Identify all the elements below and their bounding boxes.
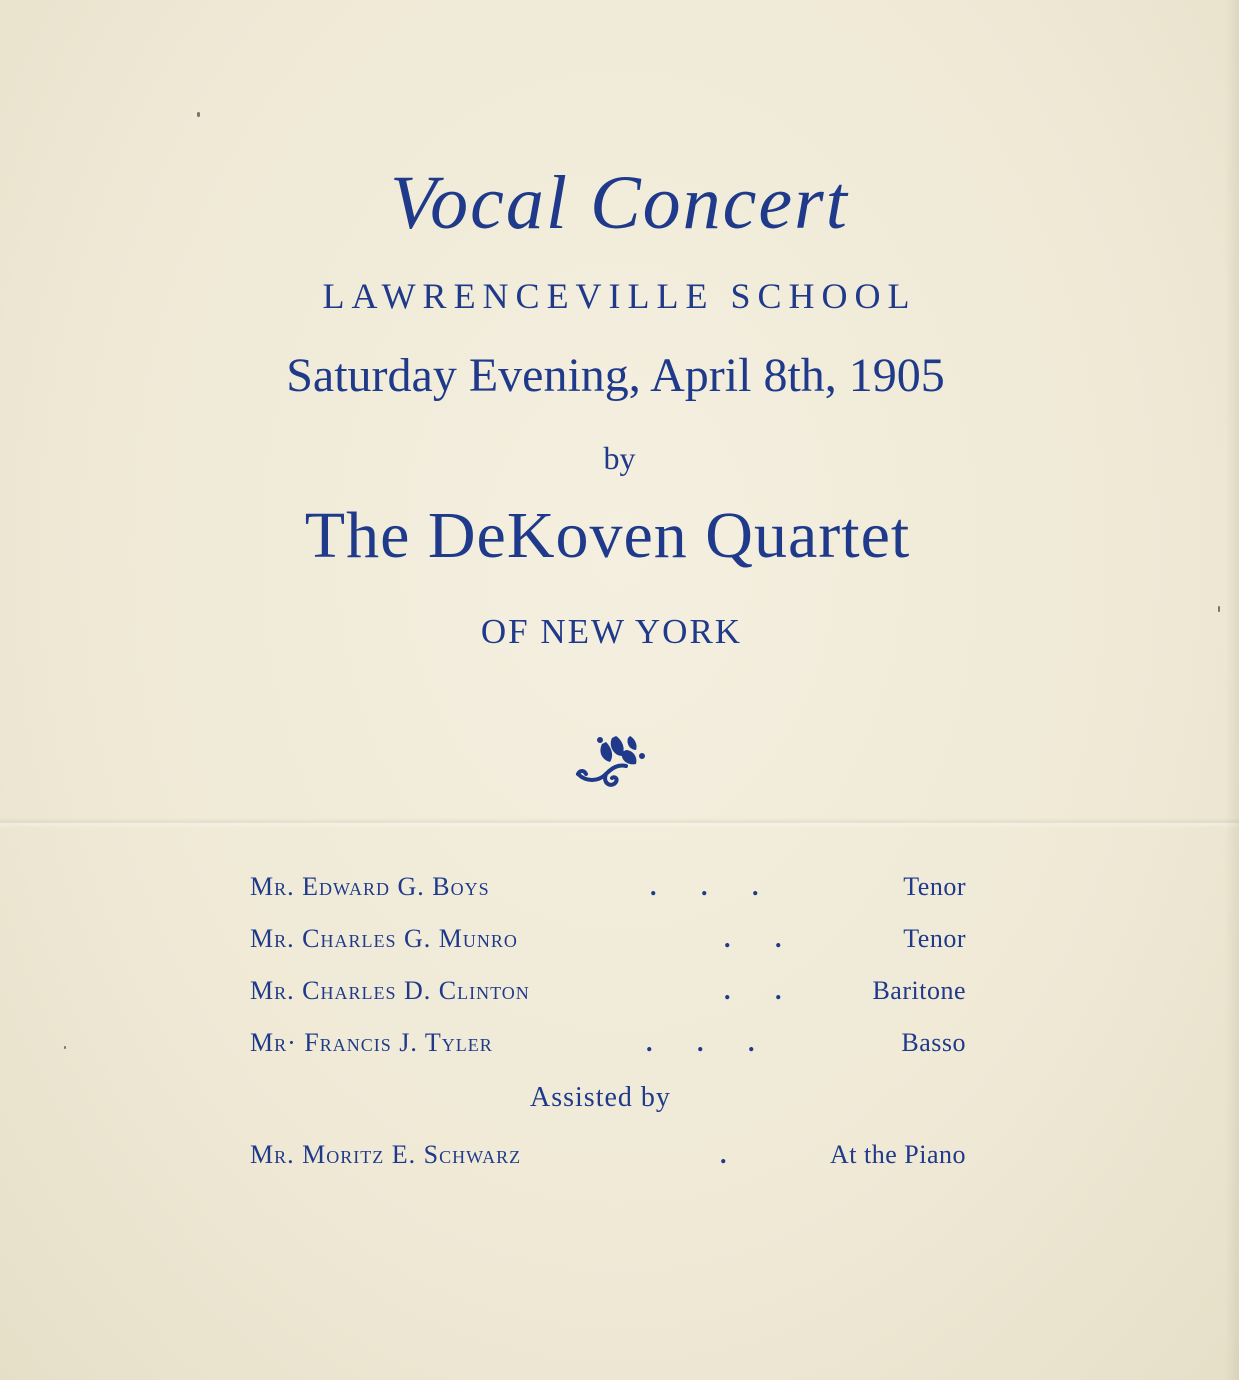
ensemble-name: The DeKoven Quartet — [304, 499, 911, 572]
school-name: LAWRENCEVILLE SCHOOL — [322, 276, 917, 316]
performer-row — [250, 976, 966, 1016]
performer-row — [250, 1028, 966, 1068]
performer-role: Baritone — [872, 976, 966, 1005]
performer-name: Mr. Charles D. Clinton — [250, 976, 530, 1005]
paper-speck — [197, 112, 200, 117]
dot-leader: . . . — [646, 1028, 755, 1057]
dot-leader: . . — [724, 976, 782, 1005]
concert-title: Vocal Concert — [390, 161, 849, 245]
accompanist-role: At the Piano — [830, 1140, 966, 1169]
performer-name: Mr· Francis J. Tyler — [250, 1028, 493, 1057]
by-label: by — [603, 440, 636, 476]
performer-name: Mr. Edward G. Boys — [250, 872, 490, 901]
performer-row — [250, 872, 966, 912]
performer-role: Tenor — [903, 872, 966, 901]
floral-ornament-icon — [572, 730, 652, 794]
dot-leader: . . — [724, 924, 782, 953]
performer-role: Basso — [901, 1028, 966, 1057]
paper-speck — [64, 1046, 66, 1049]
accompanist-row — [250, 1140, 966, 1180]
paper-fold — [0, 818, 1239, 828]
performer-name: Mr. Charles G. Munro — [250, 924, 518, 953]
assisted-by-label: Assisted by — [530, 1082, 671, 1113]
performer-role: Tenor — [903, 924, 966, 953]
ensemble-city: OF NEW YORK — [480, 612, 743, 651]
dot-leader: . — [720, 1140, 727, 1169]
concert-date: Saturday Evening, April 8th, 1905 — [286, 349, 945, 402]
performer-row — [250, 924, 966, 964]
accompanist-name: Mr. Moritz E. Schwarz — [250, 1140, 522, 1169]
dot-leader: . . . — [650, 872, 759, 901]
